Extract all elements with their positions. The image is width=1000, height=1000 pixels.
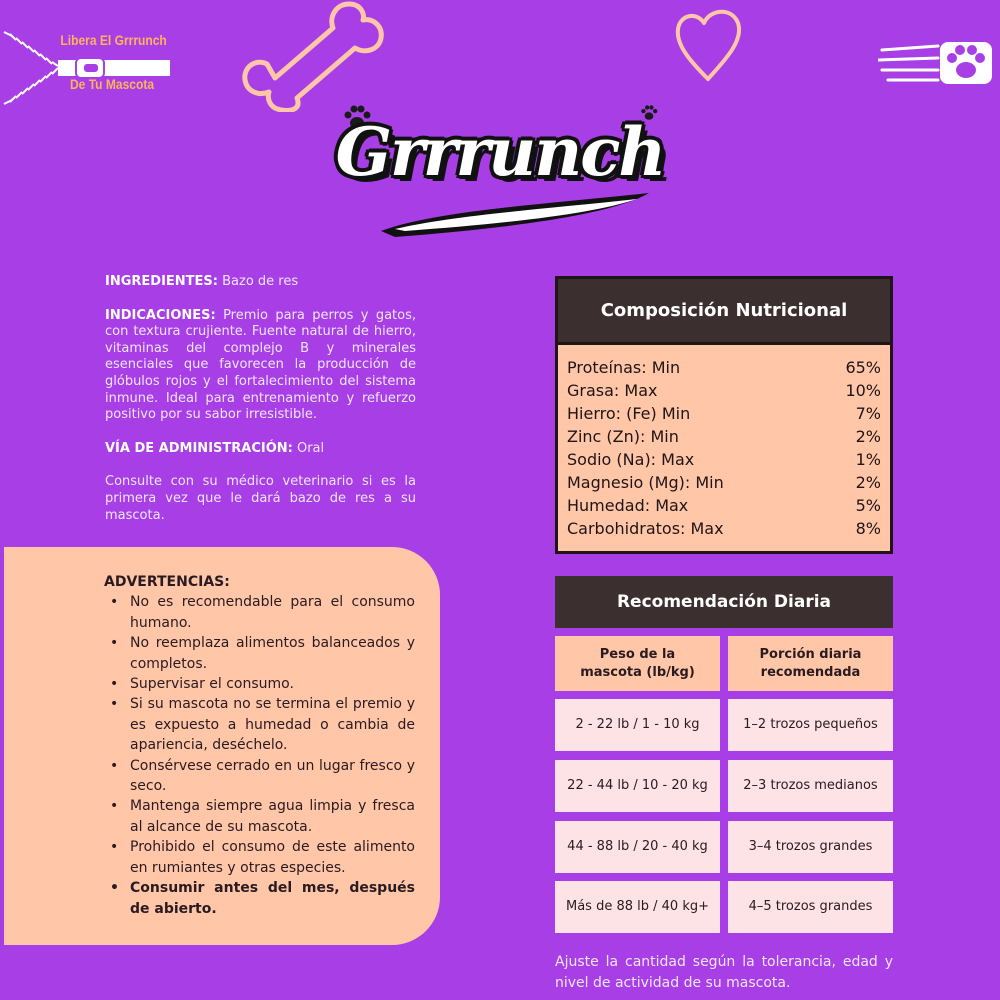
warnings-title: ADVERTENCIAS: — [104, 574, 230, 590]
nutrition-header — [558, 279, 890, 345]
recommendation-header — [555, 576, 893, 628]
tagline-line-1: Libera El Grrrunch — [60, 32, 167, 48]
warning-item: • Mantenga siempre agua limpia y fresca al alcance de su mascota. — [104, 796, 415, 837]
nutrient-label: Hierro: (Fe) Min — [567, 404, 691, 423]
route-value: Oral — [292, 440, 325, 456]
tagline-line-2: De Tu Mascota — [69, 76, 155, 92]
portion-cell: 4–5 trozos grandes — [728, 881, 893, 933]
weight-column-header: Peso de la mascota (lb/kg) — [555, 636, 720, 691]
heart-icon — [670, 5, 750, 85]
nutrition-row — [567, 494, 881, 517]
nutrition-row — [567, 425, 881, 448]
consult-note: Consulte con su médico veterinario si es la primera vez que le dará bazo de res a su mascota. — [105, 474, 416, 523]
warnings-box — [4, 547, 440, 945]
product-info — [105, 274, 416, 541]
weight-cell: 2 - 22 lb / 1 - 10 kg — [555, 699, 720, 751]
ingredients-value: Bazo de res — [217, 274, 299, 289]
warning-item: • No es recomendable para el consumo humano. — [104, 592, 415, 633]
nutrient-value: 2% — [855, 473, 881, 492]
nutrition-table — [555, 276, 893, 554]
warning-item: • Consérvese cerrado en un lugar fresco y seco. — [104, 756, 415, 797]
ingredients-paragraph — [105, 274, 416, 291]
warning-item-expiry: • Consumir antes del mes, después de abierto. — [104, 878, 415, 919]
nutrient-label: Magnesio (Mg): Min — [567, 473, 724, 492]
indications-label: INDICACIONES: — [105, 307, 216, 323]
zipper-tagline — [0, 22, 180, 108]
nutrition-row — [567, 379, 881, 402]
nutrition-row — [567, 471, 881, 494]
warning-item: • No reemplaza alimentos balanceados y completos. — [104, 633, 415, 674]
warning-item: • Supervisar el consumo. — [104, 674, 415, 694]
recommendation-title: Recomendación Diaria — [616, 592, 832, 612]
route-label: VÍA DE ADMINISTRACIÓN: — [105, 440, 293, 456]
nutrition-row — [567, 402, 881, 425]
logo-wordmark: Grrrunch — [335, 113, 665, 191]
nutrient-value: 2% — [855, 427, 881, 446]
nutrient-value: 7% — [855, 404, 881, 423]
nutrient-label: Sodio (Na): Max — [567, 450, 695, 469]
nutrient-label: Proteínas: Min — [567, 358, 681, 377]
warning-item: • Si su mascota no se termina el premio y es expuesto a humedad o cambia de apariencia, deséchelo. — [104, 694, 415, 755]
ingredients-label: INGREDIENTES: — [105, 274, 218, 289]
nutrient-value: 5% — [855, 496, 881, 515]
nutrition-title: Composición Nutricional — [600, 300, 848, 321]
nutrient-label: Carbohidratos: Max — [567, 519, 724, 538]
logo-swoosh — [375, 191, 655, 241]
nutrient-label: Zinc (Zn): Min — [567, 427, 679, 446]
weight-cell: Más de 88 lb / 40 kg+ — [555, 881, 720, 933]
warnings-list — [104, 592, 415, 919]
nutrient-value: 10% — [845, 381, 881, 400]
portion-cell: 2–3 trozos medianos — [728, 760, 893, 812]
indications-paragraph — [105, 308, 416, 424]
warning-item: • Prohibido el consumo de este alimento en rumiantes y otras especies. — [104, 837, 415, 878]
nutrient-value: 1% — [855, 450, 881, 469]
portion-cell: 1–2 trozos pequeños — [728, 699, 893, 751]
weight-cell: 44 - 88 lb / 20 - 40 kg — [555, 821, 720, 873]
weight-cell: 22 - 44 lb / 10 - 20 kg — [555, 760, 720, 812]
nutrition-row — [567, 517, 881, 540]
portion-cell: 3–4 trozos grandes — [728, 821, 893, 873]
route-paragraph — [105, 441, 416, 458]
nutrient-label: Grasa: Max — [567, 381, 658, 400]
nutrient-label: Humedad: Max — [567, 496, 689, 515]
nutrition-row — [567, 448, 881, 471]
portion-column-header: Porción diaria recomendada — [728, 636, 893, 691]
nutrient-value: 65% — [845, 358, 881, 377]
paw-claw-icon — [878, 38, 996, 88]
recommendation-note: Ajuste la cantidad según la tolerancia, edad y nivel de actividad de su mascota. — [555, 954, 893, 991]
nutrition-row — [567, 356, 881, 379]
indications-value: Premio para perros y gatos, con textura crujiente. Fuente natural de hierro, vitaminas del complejo B y minerales esenciales que favorecen la producción de glóbulos rojos y el fortalecimiento del sistema inmune. Ideal para entrenamiento y refuerzo positivo por su sabor irresistible. — [105, 307, 416, 423]
nutrient-value: 8% — [855, 519, 881, 538]
brand-logo — [335, 95, 665, 245]
